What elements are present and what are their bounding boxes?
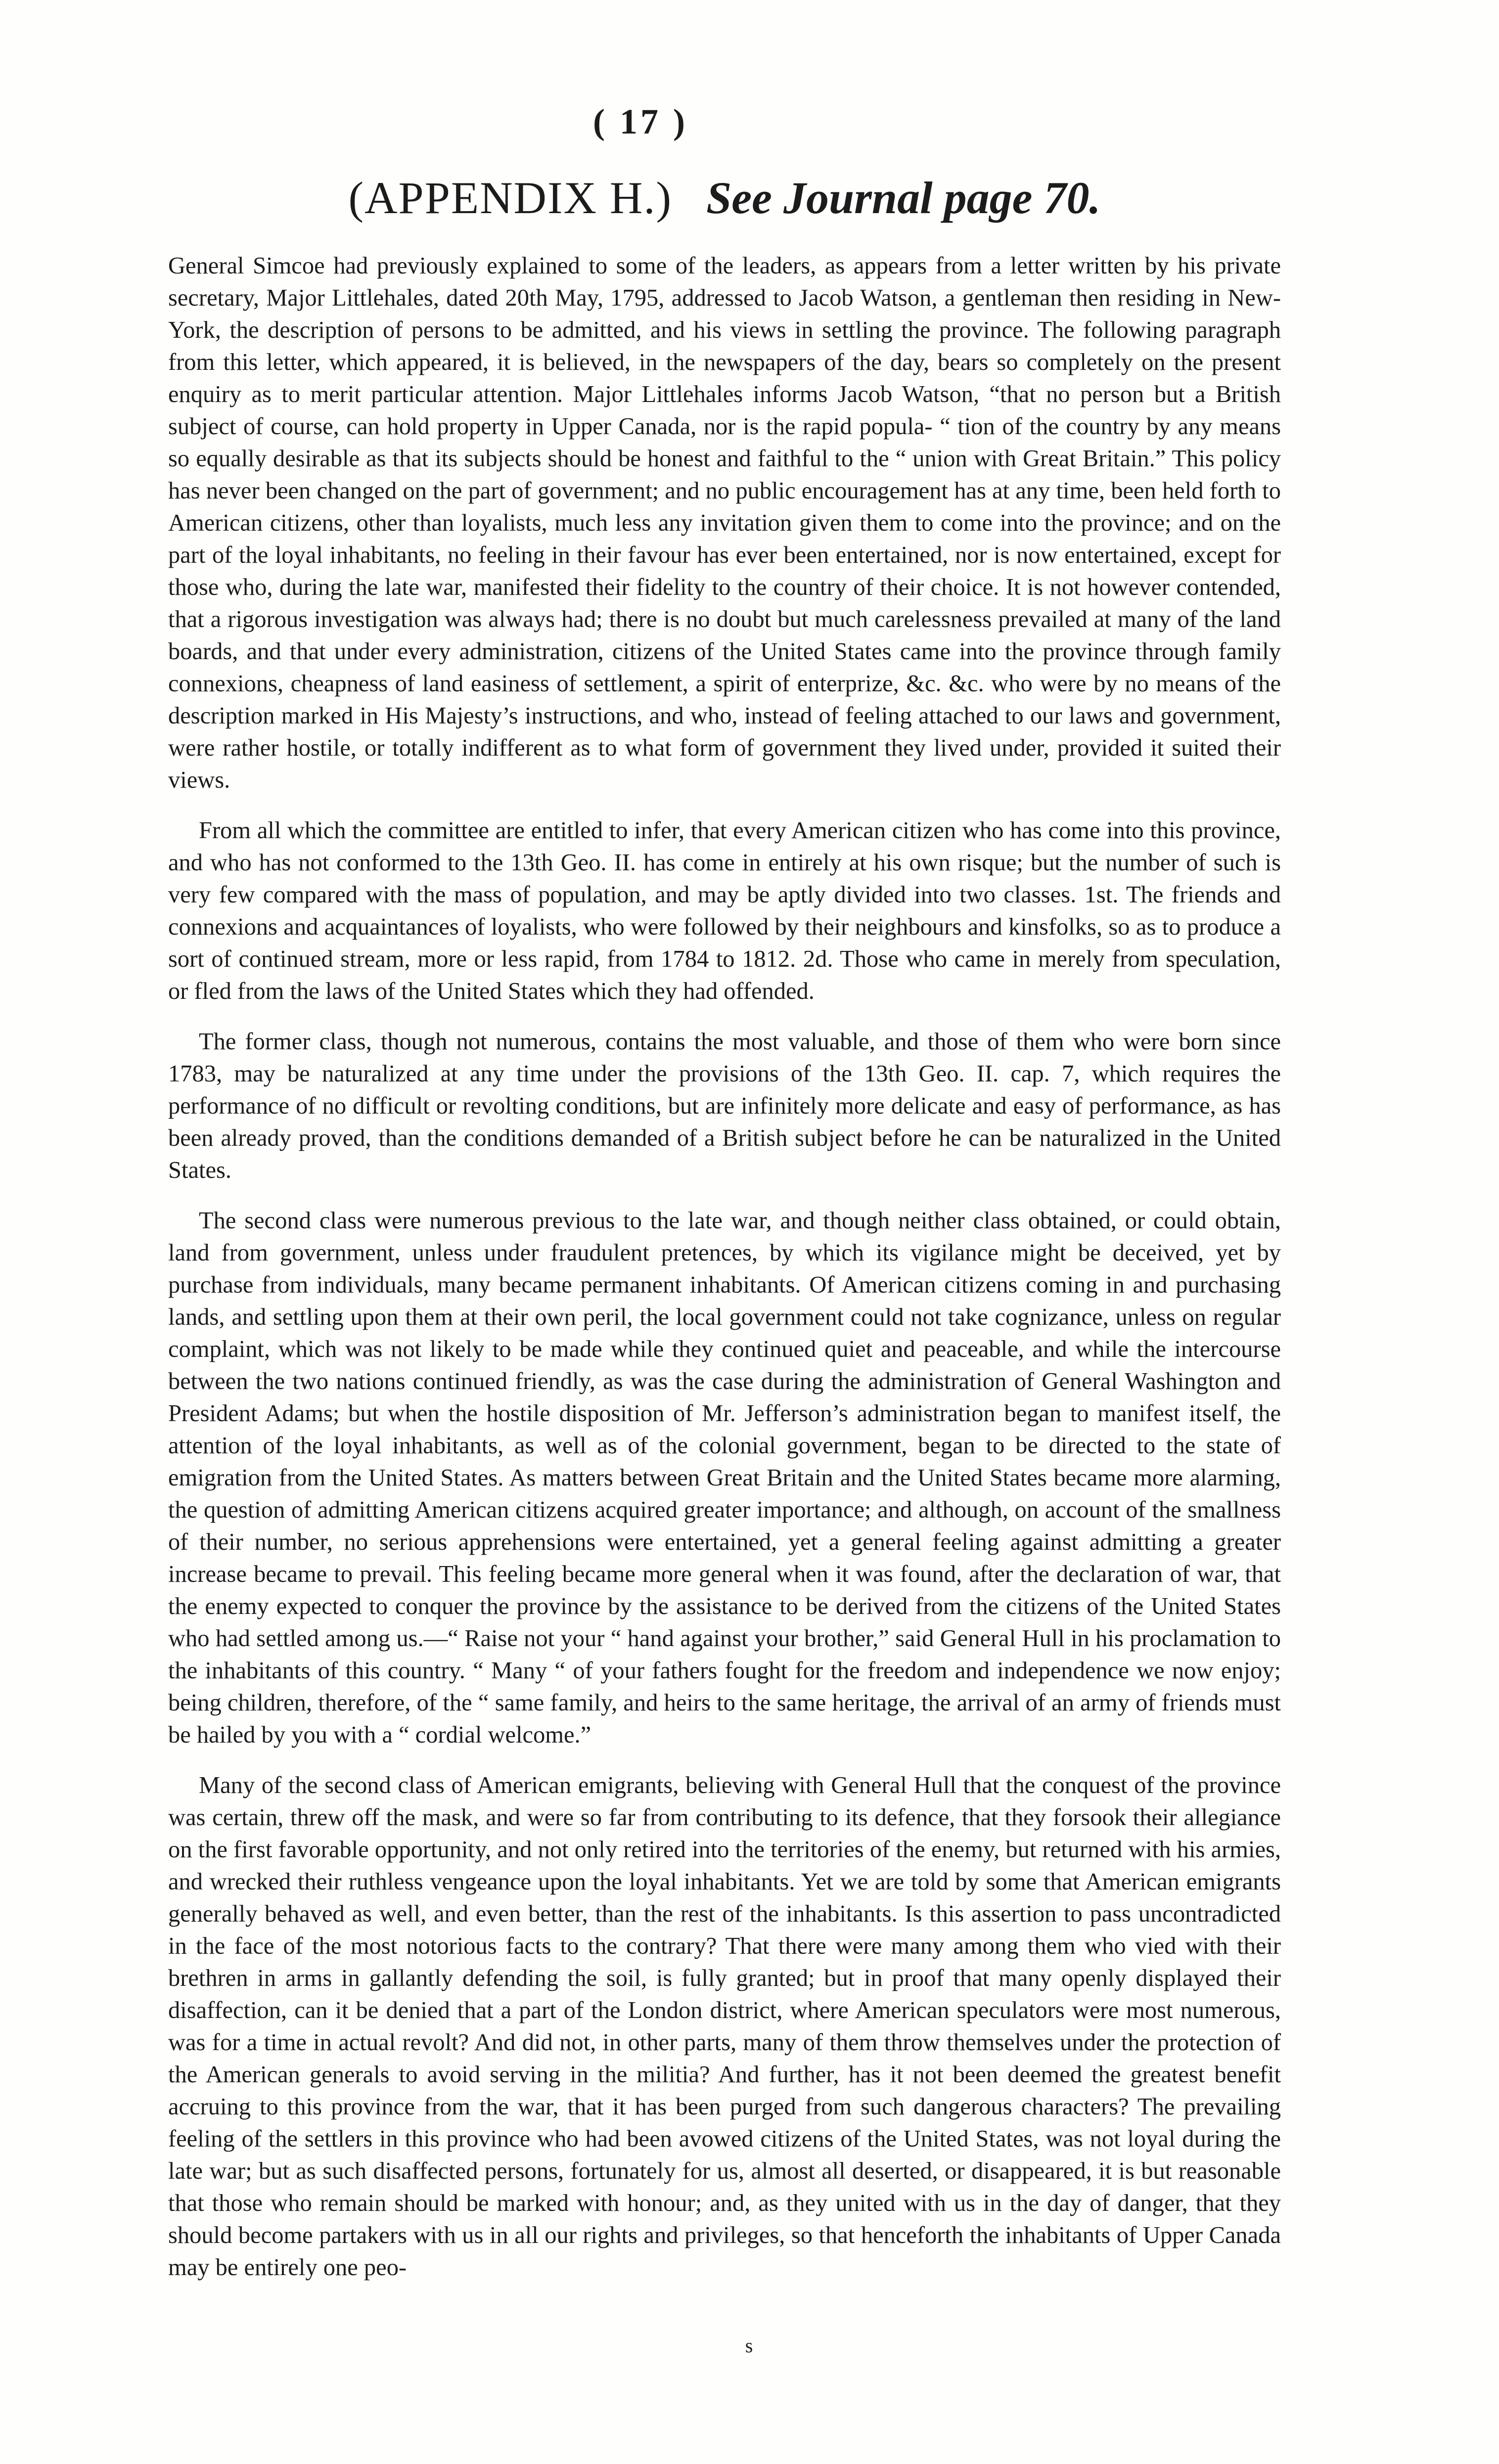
paragraph-2: From all which the committee are entitled to infer, that every American citizen who has come into this province, and who has not conformed to the 13th Geo. II. has come in entirely at his own risque; but the number of such is very few compared with the mass of population, and may be aptly divided into two classes. 1st. The friends and connexions and acquaintances of loyalists, who were followed by their neighbours and kinsfolks, so as to produce a sort of continued stream, more or less rapid, from 1784 to 1812. 2d. Those who came in merely from speculation, or fled from the laws of the United States which they had offended. bbox=[168, 817, 1281, 1004]
paragraph-1: General Simcoe had previously explained to some of the leaders, as appears from a letter written by his private secretary, Major Littlehales, dated 20th May, 1795, addressed to Jacob Watson, a gentleman then residing in New-York, the description of persons to be admitted, and his views in settling the province. The following paragraph from this letter, which appeared, it is believed, in the newspapers of the day, bears so completely on the present enquiry as to merit particular attention. Major Littlehales informs Jacob Watson, “that no person but a British subject of course, can hold property in Upper Canada, nor is the rapid popula- “ tion of the country by any means so equally desirable as that its subjects should be honest and faithful to the “ union with Great Britain.” This policy has never been changed on the part of government; and no public encouragement has at any time, been held forth to American citizens, other than loyalists, much less any invitation given them to come into the province; and on the part of the loyal inhabitants, no feeling in their favour has ever been entertained, nor is now entertained, except for those who, during the late war, manifested their fidelity to the country of their choice. It is not however contended, that a rigorous investigation was always had; there is no doubt but much carelessness prevailed at many of the land boards, and that under every administration, citizens of the United States came into the province through family connexions, cheapness of land easiness of settlement, a spirit of enterprize, &c. &c. who were by no means of the description marked in His Majesty’s instructions, and who, instead of feeling attached to our laws and government, were rather hostile, or totally indifferent as to what form of government they lived under, provided it suited their views. bbox=[168, 253, 1281, 793]
paragraph-3: The former class, though not numerous, contains the most valuable, and those of them who were born since 1783, may be naturalized at any time under the provisions of the 13th Geo. II. cap. 7, which requires the performance of no difficult or revolting conditions, but are infinitely more delicate and easy of performance, as has been already proved, than the conditions demanded of a British subject before he can be naturalized in the United States. bbox=[168, 1029, 1281, 1183]
paragraph-4: The second class were numerous previous to the late war, and though neither class obtained, or could obtain, land from government, unless under fraudulent pretences, by which its vigilance might be deceived, yet by purchase from individuals, many became permanent inhabitants. Of American citizens coming in and purchasing lands, and settling upon them at their own peril, the local government could not take cognizance, unless on regular complaint, which was not likely to be made while they continued quiet and peaceable, and while the intercourse between the two nations continued friendly, as was the case during the administration of General Washington and President Adams; but when the hostile disposition of Mr. Jefferson’s administration began to manifest itself, the attention of the loyal inhabitants, as well as of the colonial government, began to be directed to the state of emigration from the United States. As matters between Great Britain and the United States became more alarming, the question of admitting American citizens acquired greater importance; and although, on account of the smallness of their number, no serious apprehensions were entertained, yet a general feeling against admitting a greater increase became to prevail. This feeling became more general when it was found, after the declaration of war, that the enemy expected to conquer the province by the assistance to be derived from the citizens of the United States who had settled among us.—“ Raise not your “ hand against your brother,” said General Hull in his proclamation to the inhabitants of this country. “ Many “ of your fathers fought for the freedom and independence we now enjoy; being children, therefore, of the “ same family, and heirs to the same heritage, the arrival of an army of friends must be hailed by you with a “ cordial welcome.” bbox=[168, 1208, 1281, 1748]
appendix-heading bbox=[168, 171, 1281, 225]
page-number: ( 17 ) bbox=[593, 102, 688, 141]
body-text bbox=[168, 250, 1281, 2302]
paragraph-5: Many of the second class of American emigrants, believing with General Hull that the conquest of the province was certain, threw off the mask, and were so far from contributing to its defence, that they forsook their allegiance on the first favorable opportunity, and not only retired into the territories of the enemy, but returned with his armies, and wrecked their ruthless vengeance upon the loyal inhabitants. Yet we are told by some that American emigrants generally behaved as well, and even better, than the rest of the inhabitants. Is this assertion to pass uncontradicted in the face of the most notorious facts to the contrary? That there were many among them who vied with their brethren in arms in gallantly defending the soil, is fully granted; but in proof that many openly displayed their disaffection, can it be denied that a part of the London district, where American speculators were most numerous, was for a time in actual revolt? And did not, in other parts, many of them throw themselves under the protection of the American generals to avoid serving in the militia? And further, has it not been deemed the greatest benefit accruing to this province from the war, that it has been purged from such dangerous characters? The prevailing feeling of the settlers in this province who had been avowed citizens of the United States, was not loyal during the late war; but as such disaffected persons, fortunately for us, almost all deserted, or disappeared, it is but reasonable that those who remain should be marked with honour; and, as they united with us in the day of danger, that they should become partakers with us in all our rights and privileges, so that henceforth the inhabitants of Upper Canada may be entirely one peo- bbox=[168, 1772, 1281, 2281]
appendix-label: (APPENDIX H.) bbox=[348, 173, 673, 223]
signature-mark: s bbox=[745, 2334, 754, 2357]
heading-spacer bbox=[683, 173, 695, 223]
journal-reference: See Journal page 70. bbox=[706, 173, 1101, 223]
